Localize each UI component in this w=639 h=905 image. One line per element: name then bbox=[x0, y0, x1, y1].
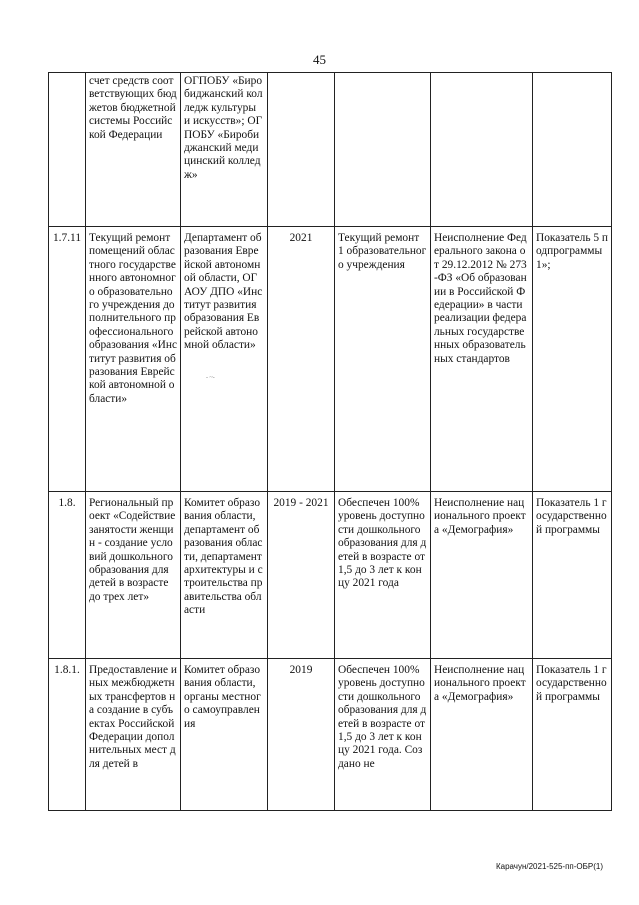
consequences-cell bbox=[431, 73, 533, 227]
consequences-cell: Неисполнение национального проекта «Демография» bbox=[431, 492, 533, 659]
table-row bbox=[49, 73, 612, 227]
indicator-cell: Показатель 5 подпрограммы 1»; bbox=[533, 227, 612, 492]
program-activities-table bbox=[48, 72, 612, 811]
row-number-cell: 1.8.1. bbox=[49, 659, 86, 811]
year-cell: 2021 bbox=[268, 227, 335, 492]
table-row bbox=[49, 492, 612, 659]
expected-result-cell bbox=[335, 73, 431, 227]
document-code: Карачун/2021-525-пп-ОБР(1) bbox=[495, 862, 603, 871]
table-row bbox=[49, 659, 612, 811]
row-number-cell: 1.8. bbox=[49, 492, 86, 659]
activity-name-cell: Текущий ремонт помещений областного государственного автономного образовательного учреждения дополнительного профессионального образования «Институт развития образования Еврейской автономной области» bbox=[86, 227, 181, 492]
indicator-cell bbox=[533, 73, 612, 227]
year-cell: 2019 - 2021 bbox=[268, 492, 335, 659]
activity-name-cell: Региональный проект «Содействие занятости женщин - создание условий дошкольного образования для детей в возрасте до трех лет» bbox=[86, 492, 181, 659]
year-cell bbox=[268, 73, 335, 227]
stray-mark: - ~- bbox=[206, 374, 215, 381]
executor-cell bbox=[181, 227, 268, 492]
page-number: 45 bbox=[313, 52, 326, 67]
indicator-cell: Показатель 1 государственной программы bbox=[533, 659, 612, 811]
activity-name-cell: Предоставление иных межбюджетных трансфертов на создание в субъектах Российской Федерации дополнительных мест для детей в bbox=[86, 659, 181, 811]
executor-text: Департамент образования Еврейской автономной области, ОГАОУ ДПО «Институт развития образования Еврейской автономной области» bbox=[184, 232, 263, 352]
row-number-cell: 1.7.11 bbox=[49, 227, 86, 492]
consequences-cell: Неисполнение национального проекта «Демография» bbox=[431, 659, 533, 811]
expected-result-cell: Обеспечен 100% уровень доступности дошкольного образования для детей в возрасте от 1,5 до 3 лет к концу 2021 года bbox=[335, 492, 431, 659]
activity-name-cell: счет средств соответствующих бюджетов бюджетной системы Российской Федерации bbox=[86, 73, 181, 227]
expected-result-cell: Обеспечен 100% уровень доступности дошкольного образования для детей в возрасте от 1,5 до 3 лет к концу 2021 года. Создано не bbox=[335, 659, 431, 811]
row-number-cell bbox=[49, 73, 86, 227]
expected-result-cell: Текущий ремонт 1 образовательного учреждения bbox=[335, 227, 431, 492]
executor-cell: Комитет образования области, органы местного самоуправления bbox=[181, 659, 268, 811]
year-cell: 2019 bbox=[268, 659, 335, 811]
indicator-cell: Показатель 1 государственной программы bbox=[533, 492, 612, 659]
table-row bbox=[49, 227, 612, 492]
consequences-cell: Неисполнение Федерального закона от 29.12.2012 № 273-ФЗ «Об образовании в Российской Федерации» в части реализации федеральных государственных образовательных стандартов bbox=[431, 227, 533, 492]
executor-cell: ОГПОБУ «Биробиджанский колледж культуры и искусств»; ОГПОБУ «Биробиджанский медицинский колледж» bbox=[181, 73, 268, 227]
executor-cell: Комитет образования области, департамент образования области, департамент архитектуры и строительства правительства области bbox=[181, 492, 268, 659]
